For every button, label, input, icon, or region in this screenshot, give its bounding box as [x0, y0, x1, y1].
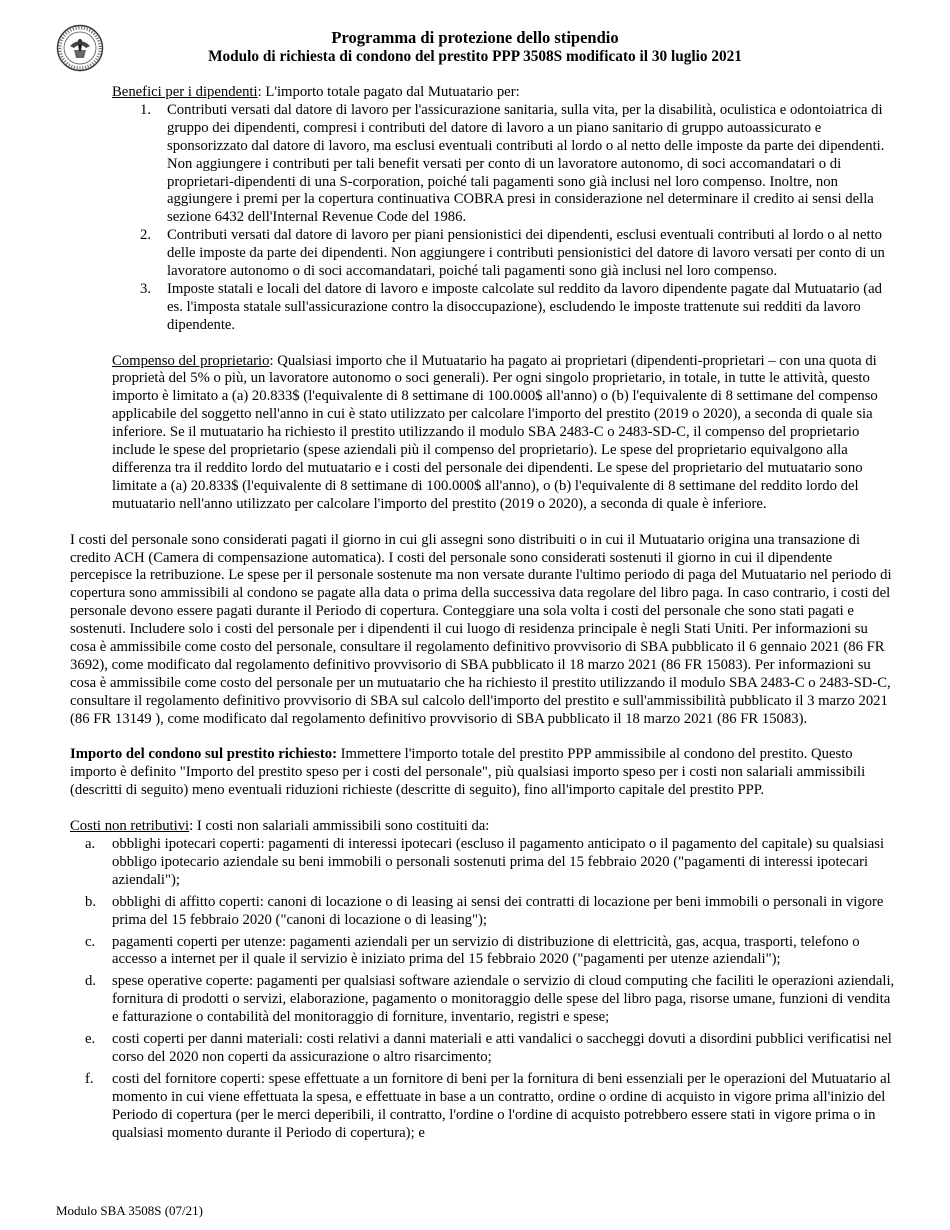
- page-title: Programma di protezione dello stipendio: [331, 28, 619, 47]
- non-retributivi-intro: [70, 818, 896, 836]
- list-marker: e.: [85, 1031, 96, 1048]
- costi-personale-paragraph: I costi del personale sono considerati pagati il giorno in cui gli assegni sono distribuiti o in cui il Mutuatario origina una transazione di credito ACH (Camera di compensazione automatica). I costi del personale sono considerati sostenuti il giorno in cui il dipendente percepisce la retribuzione. Le spese per il personale sostenute ma non versate durante l'ultimo periodo di paga del Mutuatario nel periodo di copertura sono ammissibili al condono se pagate alla data o prima della successiva data regolare del libro paga. In caso contrario, i costi del personale devono essere pagati durante il Periodo di copertura. Conteggiare una sola volta i costi del personale che sono stati pagati e sostenuti. Includere solo i costi del personale per i dipendenti il cui luogo di residenza principale è negli Stati Uniti. Per informazioni su cosa è ammissibile come costo del personale, consultare il regolamento definitivo provvisorio di SBA pubblicato il 6 gennaio 2021 (86 FR 3692), come modificato dal regolamento definitivo provvisorio di SBA pubblicato il 18 marzo 2021 (86 FR 15083). Per informazioni su cosa è ammissibile come costo del personale per un mutuatario che ha richiesto il prestito utilizzando il modulo SBA 2483-C o 2483-SD-C, consultare il regolamento definitivo provvisorio di SBA sul calcolo dell'importo del prestito e sull'ammissibilità pubblicato il 3 marzo 2021 (86 FR 13149 ), come modificato dal regolamento definitivo provvisorio di SBA pubblicato il 18 marzo 2021 (86 FR 15083).: [70, 531, 892, 727]
- list-marker: a.: [85, 836, 96, 852]
- list-item-text: pagamenti coperti per utenze: pagamenti aziendali per un servizio di distribuzione di elettricità, gas, acqua, trasporti, telefono o accesso a internet per il quale il servizio è iniziato prima del 15 febbraio 2020 ("pagamenti per utenze aziendali");: [112, 933, 860, 968]
- compenso-label: Compenso del proprietario: [112, 352, 270, 369]
- list-marker: c.: [85, 933, 96, 950]
- list-marker: d.: [85, 973, 97, 990]
- benefici-label: Benefici per i dipendenti: [112, 84, 258, 100]
- list-item-text: Contributi versati dal datore di lavoro per piani pensionistici dei dipendenti, esclusi eventuali contributi al lordo o al netto delle imposte da parte dei dipendenti. Non aggiungere i contributi pensionistici del datore di lavoro versati per conto di un lavoratore autonomo o di soci accomandatari, poiché tali pagamenti sono già inclusi nel loro compenso.: [167, 227, 885, 280]
- non-retributivi-list: [70, 836, 896, 1143]
- list-item-text: spese operative coperte: pagamenti per qualsiasi software aziendale o servizio di cloud computing che faciliti le operazioni aziendali, fornitura di prodotti o servizi, elaborazione, pagamento o monitoraggio delle spese del libro paga, risorse umane, funzioni di vendita e fatturazione o contabilità del monitoraggio di forniture, inventario, registri e spese;: [112, 973, 895, 1026]
- page-subtitle: Modulo di richiesta di condono del prestito PPP 3508S modificato il 30 luglio 2021: [208, 48, 742, 65]
- page-header: [0, 28, 950, 66]
- list-marker: 3.: [140, 280, 152, 297]
- list-marker: f.: [85, 1070, 94, 1087]
- list-marker: b.: [85, 893, 97, 910]
- list-item-text: Contributi versati dal datore di lavoro per l'assicurazione sanitaria, sulla vita, per la disabilità, oculistica e odontoiatrica di gruppo dei dipendenti, compresi i contributi del datore di lavoro a un piano sanitario di gruppo autoassicurato e sponsorizzato dal datore di lavoro, ma esclusi eventuali contributi al lordo o al netto delle imposte da parte dei dipendenti. Non aggiungere i contributi per tali benefit versati per conto di un lavoratore autonomo, di soci accomandatari o di proprietari-dipendenti di una S-corporation, poiché tali pagamenti sono già inclusi nel loro compenso. Inoltre, non aggiungere i premi per la copertura continuativa COBRA presi in considerazione nel determinare il credito ai sensi della sezione 6432 dell'Internal Revenue Code del 1986.: [167, 101, 885, 226]
- list-item: [140, 280, 896, 335]
- list-item: [85, 933, 896, 970]
- compenso-section: [112, 353, 896, 514]
- list-item-text: costi del fornitore coperti: spese effettuate a un fornitore di beni per la fornitura di beni essenziali per le operazioni del Mutuatario al momento in cui viene effettuata la spesa, e effettuate in base a un contratto, ordine o ordine di acquisto in vigore prima all'inizio del Periodo di copertura (per le merci deperibili, il contratto, l'ordine o l'ordine di acquisto potrebbero essere stati in vigore prima o in qualsiasi momento durante il Periodo di copertura); e: [112, 1070, 891, 1141]
- list-item: [140, 101, 896, 227]
- list-item-text: costi coperti per danni materiali: costi relativi a danni materiali e atti vandalici o saccheggi dovuti a disordini pubblici verificatisi nel corso del 2020 non coperti da assicurazione o altro risarcimento;: [112, 1031, 892, 1065]
- list-item-text: obblighi di affitto coperti: canoni di locazione o di leasing ai sensi dei contratti di locazione per beni immobili o personali in vigore prima del 15 febbraio 2020 ("canoni di locazione o di leasing");: [112, 893, 884, 928]
- compenso-paragraph: [112, 353, 896, 514]
- list-item: [140, 227, 896, 281]
- benefici-list: [112, 102, 896, 335]
- list-marker: 2.: [140, 227, 152, 244]
- benefici-intro-text: : L'importo totale pagato dal Mutuatario per:: [257, 84, 520, 100]
- non-retributivi-intro-text: : I costi non salariali ammissibili sono costituiti da:: [189, 818, 490, 835]
- document-body: [70, 84, 896, 1147]
- list-item: [85, 973, 896, 1027]
- non-retributivi-label: Costi non retributivi: [70, 818, 190, 835]
- list-marker: 1.: [140, 101, 152, 118]
- list-item-text: obblighi ipotecari coperti: pagamenti di interessi ipotecari (escluso il pagamento anticipato o il pagamento del capitale) su qualsiasi obbligo ipotecario aziendale su beni immobili o personali sostenuti prima del 15 febbraio 2020 ("pagamenti di interessi ipotecari aziendali");: [112, 836, 885, 888]
- list-item: [85, 1070, 896, 1143]
- importo-label: Importo del condono sul prestito richiesto:: [70, 746, 337, 763]
- importo-paragraph: [70, 746, 896, 800]
- list-item-text: Imposte statali e locali del datore di lavoro e imposte calcolate sul reddito da lavoro dipendente pagate dal Mutuatario (ad es. l'imposta statale sull'assicurazione contro la disoccupazione), escludendo le imposte trattenute sui redditi da lavoro dipendente.: [167, 280, 882, 333]
- compenso-text: : Qualsiasi importo che il Mutuatario ha pagato ai proprietari (dipendenti-proprietari – con una quota di proprietà del 5% o più, un lavoratore autonomo o soci generali). Per ogni singolo proprietario, in totale, in tutte le attività, questo importo è limitato a (a) 20.833$ (l'equivalente di 8 settimane di 100.000$ all'anno) o (b) l'equivalente di 8 settimane del compenso applicabile del soggetto nell'anno in cui è stato utilizzato per calcolare l'importo del prestito (2019 o 2020), a seconda di quale sia inferiore. Se il mutuatario ha richiesto il prestito utilizzando il modulo SBA 2483-C o 2483-SD-C, il compenso del proprietario include le spese del proprietario (spese aziendali più il compenso del proprietario). Le spese del proprietario equivalgono alla differenza tra il reddito lordo del mutuatario e i costi del personale dei dipendenti. Le spese del proprietario del mutuatario sono limitate a (a) 20.833$ (l'equivalente di 8 settimane di 100.000$ all'anno), o (b) l'equivalente di 8 settimane del reddito lordo del mutuatario nell'anno utilizzato per calcolare l'importo del prestito (2019 o 2020), a seconda di quale è inferiore.: [112, 352, 878, 512]
- list-item: [85, 893, 896, 930]
- list-item: [85, 1031, 896, 1067]
- importo-text: Immettere l'importo totale del prestito PPP ammissibile al condono del prestito. Questo importo è definito "Importo del prestito speso per i costi del personale", più qualsiasi importo speso per i costi non salariali ammissibili (descritti di seguito) meno eventuali riduzioni richieste (descritte di seguito), fino all'importo capitale del prestito PPP.: [70, 746, 866, 799]
- non-retributivi-section: [70, 818, 896, 1142]
- benefici-intro: [112, 84, 896, 102]
- form-footer-id: Modulo SBA 3508S (07/21): [56, 1203, 203, 1218]
- benefici-section: [112, 84, 896, 335]
- list-item: [85, 836, 896, 890]
